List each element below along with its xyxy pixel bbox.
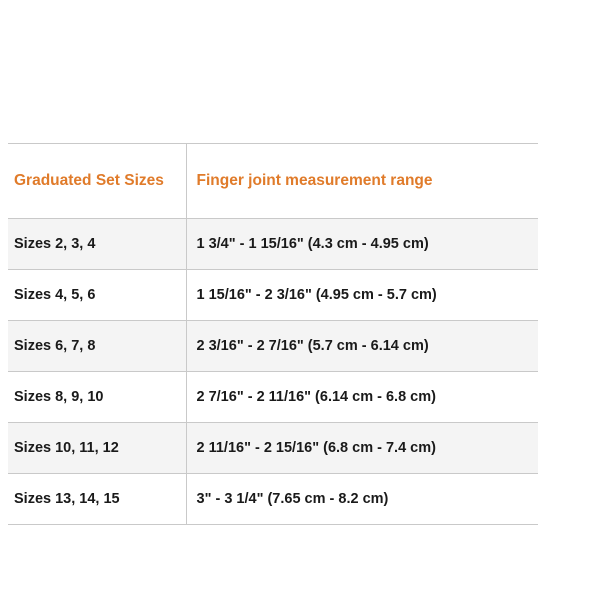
header-row bbox=[8, 144, 538, 219]
cell-sizes: Sizes 6, 7, 8 bbox=[8, 321, 186, 372]
cell-sizes: Sizes 13, 14, 15 bbox=[8, 474, 186, 525]
table-row bbox=[8, 321, 538, 372]
cell-range: 2 11/16" - 2 15/16" (6.8 cm - 7.4 cm) bbox=[186, 423, 538, 474]
cell-range: 2 7/16" - 2 11/16" (6.14 cm - 6.8 cm) bbox=[186, 372, 538, 423]
table-row bbox=[8, 423, 538, 474]
table-row bbox=[8, 270, 538, 321]
cell-sizes: Sizes 2, 3, 4 bbox=[8, 219, 186, 270]
table-body bbox=[8, 219, 538, 525]
cell-range: 2 3/16" - 2 7/16" (5.7 cm - 6.14 cm) bbox=[186, 321, 538, 372]
cell-range: 1 3/4" - 1 15/16" (4.3 cm - 4.95 cm) bbox=[186, 219, 538, 270]
size-chart-container bbox=[8, 143, 538, 525]
size-chart-table bbox=[8, 143, 538, 525]
table-row bbox=[8, 474, 538, 525]
cell-sizes: Sizes 8, 9, 10 bbox=[8, 372, 186, 423]
cell-sizes: Sizes 10, 11, 12 bbox=[8, 423, 186, 474]
table-row bbox=[8, 372, 538, 423]
table-header bbox=[8, 144, 538, 219]
cell-range: 1 15/16" - 2 3/16" (4.95 cm - 5.7 cm) bbox=[186, 270, 538, 321]
cell-range: 3" - 3 1/4" (7.65 cm - 8.2 cm) bbox=[186, 474, 538, 525]
table-row bbox=[8, 219, 538, 270]
column-header-finger-joint-measurement-range: Finger joint measurement range bbox=[186, 144, 538, 219]
cell-sizes: Sizes 4, 5, 6 bbox=[8, 270, 186, 321]
column-header-graduated-set-sizes: Graduated Set Sizes bbox=[8, 144, 186, 219]
